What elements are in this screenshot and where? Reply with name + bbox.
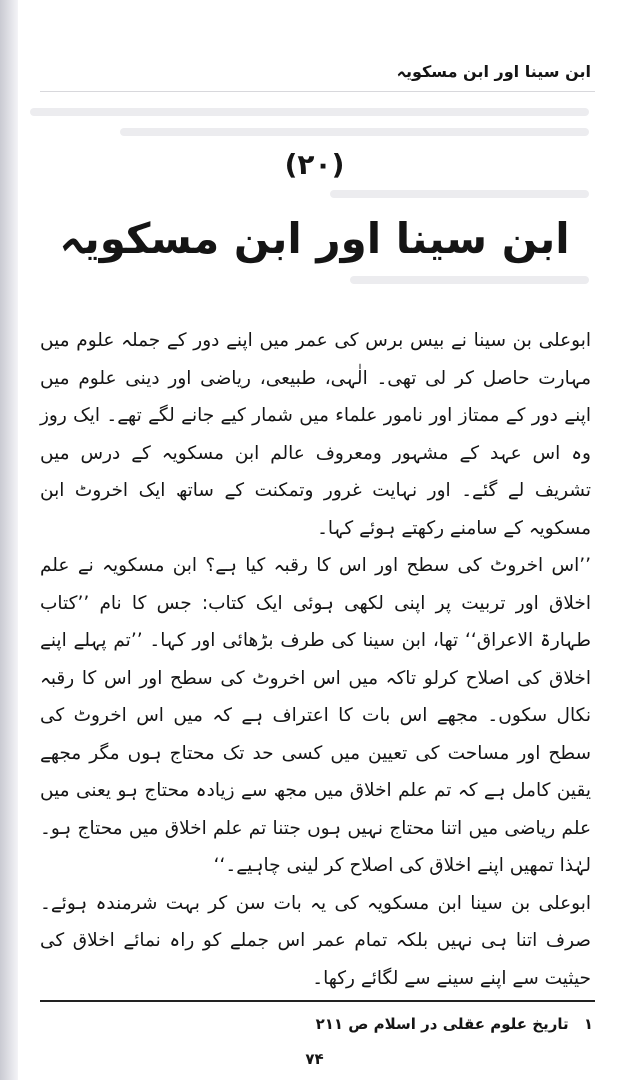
chapter-title: ابن سینا اور ابن مسکویہ (59, 214, 570, 263)
paragraph-1: ابوعلی بن سینا نے بیس برس کی عمر میں اپنے دور کے جملہ علوم میں مہارت حاصل کر لی تھی۔ الٰہی، طبیعی، ریاضی اور دینی علوم میں اپنے دور کے ممتاز اور نامور علماء میں شمار کیے جانے لگے تھے۔ ایک روز وہ اس عہد کے مشہور ومعروف عالم ابن مسکویہ کے درس میں تشریف لے گئے۔ اور نہایت غرور وتمکنت کے ساتھ ایک اخروٹ ابن مسکویہ کے سامنے رکھتے ہوئے کہا۔ (40, 330, 591, 539)
paragraph-2: ’’اس اخروٹ کی سطح اور اس کا رقبہ کیا ہے؟ ابن مسکویہ نے علم اخلاق اور تربیت پر اپنی لکھی ہوئی ایک کتاب: جس کا نام ’’کتاب طہارۃ الاعراق‘‘ تھا، ابن سینا کی طرف بڑھائی اور کہا۔ ’’تم پہلے اپنے اخلاق کی اصلاح کرلو تاکہ میں اس اخروٹ کی سطح اور اس کا رقبہ نکال سکوں۔ مجھے اس بات کا اعتراف ہے کہ میں اس اخروٹ کی سطح اور مساحت کی تعیین میں کسی حد تک محتاج ہوں مگر مجھے یقین کامل ہے کہ تم علم اخلاق میں مجھ سے زیادہ محتاج ہو یعنی میں علم ریاضی میں اتنا محتاج نہیں ہوں جتنا تم علم اخلاق میں محتاج ہو۔ لہٰذا تمھیں اپنے اخلاق کی اصلاح کر لینی چاہیے۔‘‘ (40, 555, 591, 876)
body-text (40, 322, 591, 997)
running-head-rule (40, 91, 595, 92)
footnote (316, 1015, 593, 1033)
footnote-text: تاریخ علوم عقلی در اسلام ص ۲۱۱ (315, 1015, 569, 1033)
running-head: ابن سینا اور ابن مسکویہ (396, 62, 591, 81)
chapter-number: (۲۰) (284, 148, 345, 181)
bleed-through-line (330, 190, 589, 198)
bleed-through-line (30, 108, 589, 116)
paragraph-3: ابوعلی بن سینا ابن مسکویہ کی یہ بات سن کر بہت شرمندہ ہوئے۔ صرف اتنا ہی نہیں بلکہ تمام عمر اس جملے کو راہ نمائے اخلاق کی حیثیت سے اپنے سینے سے لگائے رکھا۔ (40, 892, 591, 989)
page-number: ۷۴ (305, 1050, 324, 1068)
bleed-through-line (120, 128, 589, 136)
footnote-marker: ۱ (583, 1015, 593, 1033)
bleed-through-line (350, 276, 589, 284)
footnote-rule (40, 1000, 595, 1002)
